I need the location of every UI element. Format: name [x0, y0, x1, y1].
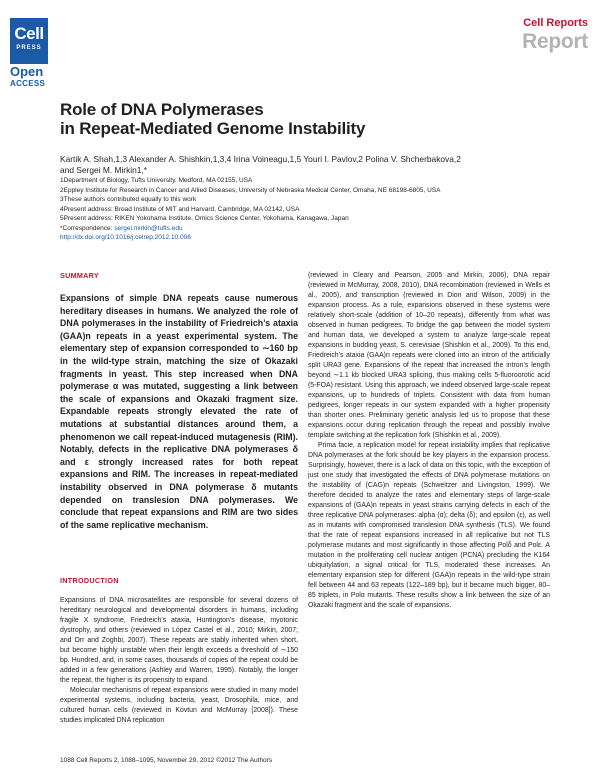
- journal-name: Cell Reports: [523, 17, 588, 29]
- article-type: Report: [522, 30, 588, 53]
- cell-press-logo: [10, 18, 48, 64]
- affiliation-2: 2Eppley Institute for Research in Cancer and Allied Diseases, University of Nebraska Medical Center, Omaha, NE 68198-6805, USA: [60, 186, 441, 194]
- open-access-label: [10, 66, 45, 90]
- correspondence-email-link[interactable]: sergei.mirkin@tufts.edu: [114, 224, 183, 232]
- doi-link[interactable]: http://dx.doi.org/10.1016/j.celrep.2012.10.006: [60, 234, 191, 241]
- journal-header: [522, 16, 588, 54]
- author-line-1: Kartik A. Shah,1,3 Alexander A. Shishkin,1,3,4 Irina Voineagu,1,5 Youri I. Pavlov,2 Polina V. Shcherbakova,2: [60, 154, 461, 164]
- right-column-text: [308, 271, 550, 611]
- page-footer: 1088 Cell Reports 2, 1088–1095, November 29, 2012 ©2012 The Authors: [60, 757, 273, 764]
- introduction-heading: INTRODUCTION: [60, 576, 119, 585]
- summary-heading: SUMMARY: [60, 271, 99, 280]
- summary-text: Expansions of simple DNA repeats cause numerous hereditary diseases in humans. We analyzed the role of DNA polymerases in the instability of Friedreich’s ataxia (GAA)n repeats in a yeast experimental system. The elementary step of expansion corresponded to ∼160 bp in the wild-type strain, matching the size of Okazaki fragments in yeast. This step increased when DNA polymerase α was mutated, suggesting a link between the scale of expansions and Okazaki fragment size. Expandable repeats strongly elevated the rate of mutations at substantial distances around them, a phenomenon we call repeat-induced mutagenesis (RIM). Notably, defects in the replicative DNA polymerases δ and ε strongly increased rates for both repeat expansions and RIM. The increases in repeat-mediated instability observed in DNA polymerase δ mutants depended on translesion DNA polymerases. We conclude that repeat expansions and RIM are two sides of the same replicative mechanism.: [60, 293, 298, 530]
- correspondence-label: *Correspondence:: [60, 224, 115, 232]
- author-list: [60, 154, 580, 176]
- logo-press-text: PRESS: [16, 45, 42, 51]
- author-line-2: and Sergei M. Mirkin1,*: [60, 165, 148, 175]
- right-column-paragraph-1: (reviewed in Cleary and Pearson, 2005 and Mirkin, 2006), DNA repair (reviewed in McMurray, 2008, 2010), DNA recombination (reviewed in Wells et al., 2005), and transcription (reviewed in Dion and Wilson, 2009) in the expansion process. As a rule, expansions observed in these systems were relatively short-scale (addition of 10–20 repeats), differently from what was observed in human pedigrees. To bridge the gap between the model system and human data, we developed a system to analyze large-scale repeat expansions in budding yeast, S. cerevisiae (Shishkin et al., 2009). To this end, Friedreich’s ataxia (GAA)n repeats were cloned into an intron of the artificially split URA3 gene. Expansions of the repeat that increased the intron’s length beyond ∼1.1 kb blocked URA3 splicing, thus making cells 5-fluoroorotic acid (5-FOA) resistant. Using this approach, we indeed observed large-scale repeat expansions, up to hundreds of triplets. Consistent with data from human pedigrees, longer repeats in our system expanded with a higher propensity than shorter ones. Preliminary genetic analysis led us to propose that these expansions occur during replication through the repeat and possibly involve template switching at the replication fork (Shishkin et al., 2009).: [308, 272, 550, 439]
- title-line-1: Role of DNA Polymerases: [60, 100, 264, 119]
- right-column-paragraph-2: Prima facie, a replication model for repeat instability implies that replicative DNA polymerases at the fork should be key players in the expansion process. Surprisingly, however, there is a lack of data on this topic, with the exception of just one study that investigated the effects of DNA polymerase mutations on the instability of (CAG)n repeats (Schweitzer and Livingston, 1999). We therefore decided to analyze the rates and elementary steps of large-scale expansions of (GAA)n repeats in yeast strains carrying defects in each of the three replicative DNA polymerases: alpha (α); delta (δ); and epsilon (ε), as well as in mutants with compromised translesion DNA synthesis (TLS). We found that the rate of repeat expansions increased in all replicative but not TLS polymerase mutants and most significantly in those affecting Polδ and Polε. A mutation in the proliferating cell nuclear antigen (PCNA) precluding the K164 ubiquitylation, a signal critical for TLS, moderated these increases. An elementary expansion step for different (GAA)n repeats in the wild-type strain fell between 44 and 63 repeats (122–189 bp), but it became much bigger, 80–85 triplets, in Polα mutants. These results show a link between the size of an Okazaki fragment and the scale of expansions.: [308, 442, 550, 609]
- introduction-text: [60, 596, 298, 726]
- affiliation-1: 1Department of Biology, Tufts University, Medford, MA 02155, USA: [60, 177, 253, 184]
- affiliation-5: 5Present address: RIKEN Yokohama Institute, Omics Science Center, Yokohama, Kanagawa, Japan: [60, 215, 349, 222]
- affiliation-4: 4Present address: Broad Institute of MIT and Harvard, Cambridge, MA 02142, USA: [60, 205, 300, 213]
- open-access-line2: ACCESS: [10, 79, 46, 88]
- logo-cell-text: Cell: [14, 24, 44, 43]
- title-line-2: in Repeat-Mediated Genome Instability: [60, 119, 366, 138]
- affiliations: [60, 176, 590, 243]
- affiliation-3: 3These authors contributed equally to this work: [60, 196, 197, 203]
- open-access-line1: Open: [10, 64, 44, 79]
- article-title: [60, 100, 540, 138]
- introduction-paragraph-1: Expansions of DNA microsatellites are responsible for several dozens of hereditary neurological and developmental disorders in humans, including fragile X syndrome, Friedreich’s ataxia, Huntington’s disease, myotonic dystrophy, and others (reviewed in López Castel et al., 2010; Mirkin, 2007; and Orr and Zoghbi, 2007). These repeats are stably inherited when short, but become highly unstable when their length exceeds a threshold of ∼150 bp. Hundred, and, in some cases, thousands of copies of the repeat could be added in a few generations (Ashley and Warren, 1995). Notably, the longer the repeat, the higher is its propensity to expand.: [60, 597, 298, 684]
- correspondence: [60, 224, 590, 234]
- introduction-paragraph-2: Molecular mechanisms of repeat expansions were studied in many model experimental systems, including bacteria, yeast, Drosophila, mice, and cultured human cells (reviewed in Kovtun and McMurray [2008]). These studies implicated DNA replication: [60, 687, 298, 724]
